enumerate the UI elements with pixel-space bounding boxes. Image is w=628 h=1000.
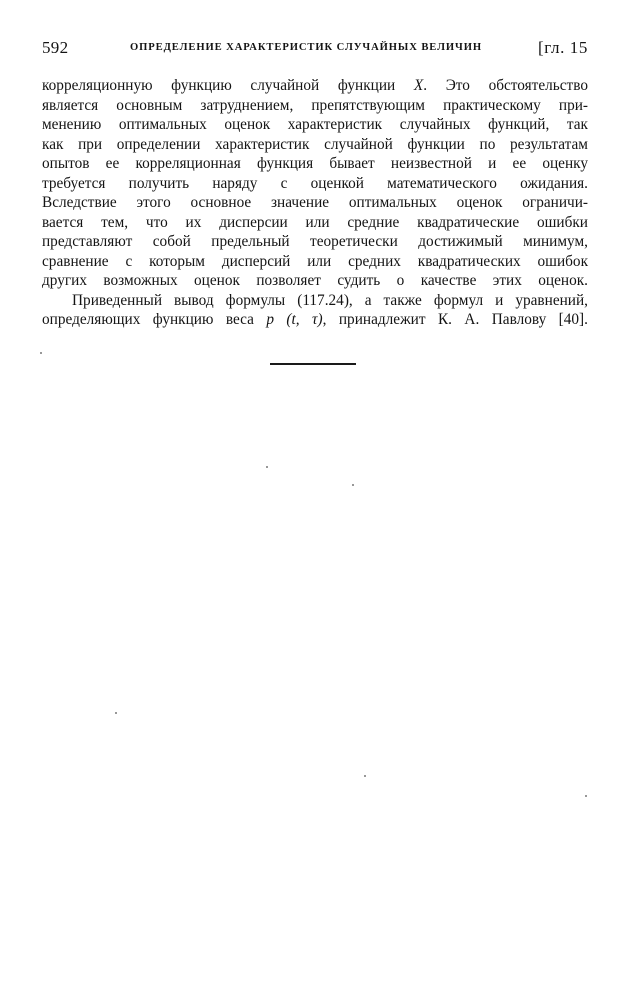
scan-speck xyxy=(352,484,354,486)
text-line: является основным затруднением, препятствующим практическому при- xyxy=(42,96,588,114)
text-line xyxy=(42,76,588,96)
scan-speck xyxy=(266,466,268,468)
text-line: Приведенный вывод формулы (117.24), а также формул и уравнений, xyxy=(72,291,588,309)
body-text xyxy=(42,76,588,330)
variable-x: X xyxy=(413,77,424,94)
text-line: представляют собой предельный теоретически достижимый минимум, xyxy=(42,233,588,250)
text-line: вается тем, что их дисперсии или средние квадратические ошибки xyxy=(42,213,588,231)
text-line xyxy=(42,310,588,330)
weight-function-formula: p (t, τ) xyxy=(266,311,323,328)
paragraph-1 xyxy=(42,76,588,291)
text-line: менению оптимальных оценок характеристик случайных функций, так xyxy=(42,116,588,133)
paragraph-2 xyxy=(42,291,588,330)
text-line: опытов ее корреляционная функция бывает неизвестной и ее оценку xyxy=(42,155,588,172)
text-line: как при определении характеристик случайной функции по результатам xyxy=(42,135,588,153)
text-fragment: определяющих функцию веса xyxy=(42,311,267,328)
page-number: 592 xyxy=(42,38,69,57)
chapter-reference: [гл. 15 xyxy=(538,38,588,57)
scan-speck xyxy=(40,352,42,354)
text-line: требуется получить наряду с оценкой математического ожидания. xyxy=(42,174,588,192)
text-fragment: , принадлежит К. А. Павлову [40]. xyxy=(322,311,588,328)
page-header xyxy=(42,38,588,62)
text-fragment: . Это обстоятельство xyxy=(423,77,588,94)
text-line: сравнение с которым дисперсий или средних квадратических ошибок xyxy=(42,252,588,270)
text-line: других возможных оценок позволяет судить о качестве этих оценок. xyxy=(42,272,588,289)
scan-speck xyxy=(585,795,587,797)
scan-speck xyxy=(115,712,117,714)
text-fragment: корреляционную функцию случайной функции xyxy=(42,77,414,94)
text-line: Вследствие этого основное значение оптимальных оценок ограничи- xyxy=(42,194,588,211)
running-title: ОПРЕДЕЛЕНИЕ ХАРАКТЕРИСТИК СЛУЧАЙНЫХ ВЕЛИЧИН xyxy=(130,42,483,53)
scan-speck xyxy=(364,775,366,777)
section-divider xyxy=(270,363,356,365)
